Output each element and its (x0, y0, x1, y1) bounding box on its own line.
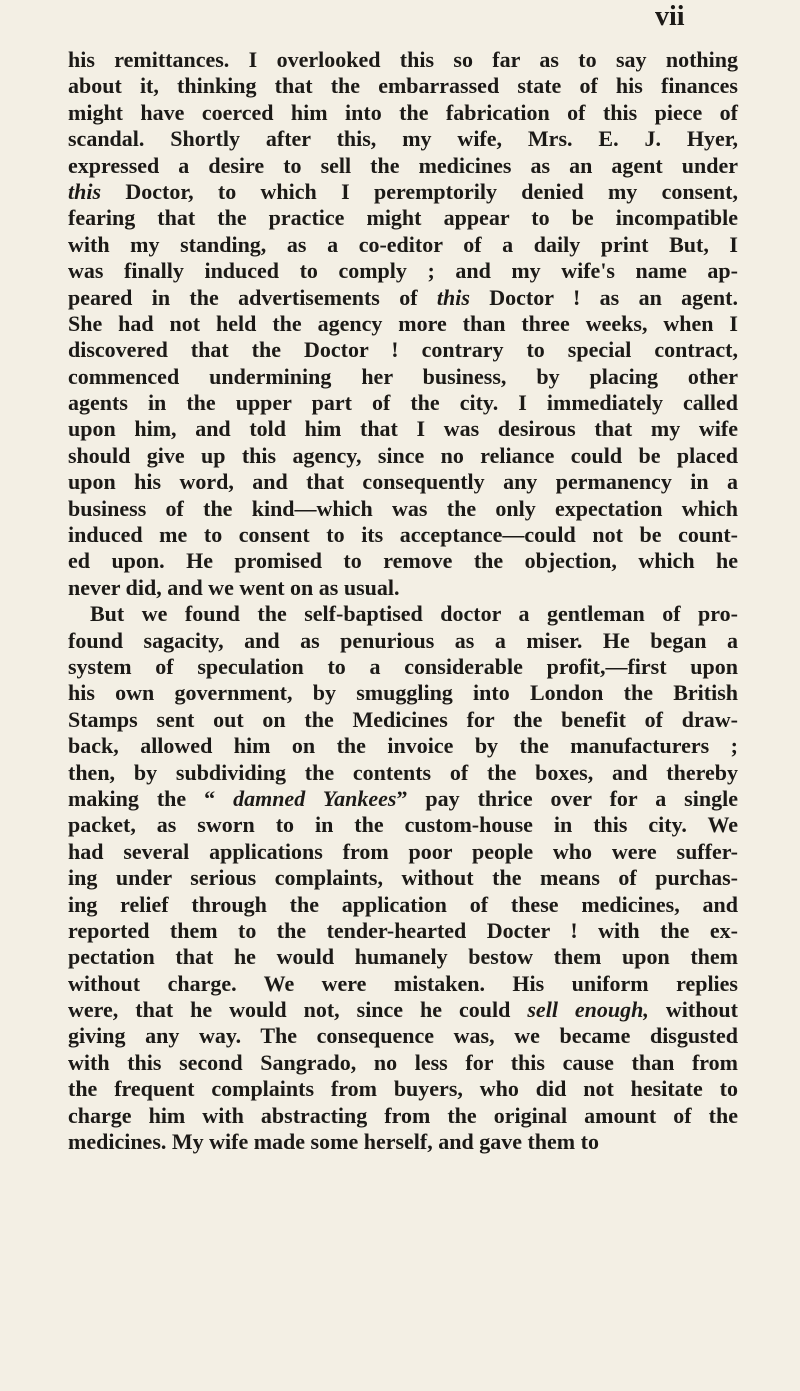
text-line (68, 364, 738, 390)
body-text (68, 47, 738, 1155)
text-line (68, 760, 738, 786)
text-run: ed upon. He promised to remove the objection, which he (68, 548, 738, 574)
text-run: back, allowed him on the invoice by the manufacturers ; (68, 733, 738, 759)
text-line (68, 548, 738, 574)
text-run: Doctor ! as an agent. (469, 284, 738, 310)
text-line (68, 232, 738, 258)
text-line (68, 443, 738, 469)
text-run: giving any way. The consequence was, we became disgusted (68, 1023, 738, 1049)
text-run: pectation that he would humanely bestow them upon them (68, 944, 738, 970)
page-number: vii (655, 1, 685, 32)
text-run: with this second Sangrado, no less for this cause than from (68, 1049, 738, 1075)
text-line (68, 601, 738, 627)
text-run: discovered that the Doctor ! contrary to special contract, (68, 337, 738, 363)
text-run: should give up this agency, since no reliance could be placed (68, 442, 738, 468)
text-run: system of speculation to a considerable profit,—first upon (68, 653, 738, 679)
text-line (68, 258, 738, 284)
text-run: packet, as sworn to in the custom-house in this city. We (68, 812, 738, 838)
text-run: had several applications from poor people who were suffer- (68, 838, 738, 864)
text-run: Doctor, to which I peremptorily denied my consent, (101, 178, 738, 204)
text-line (68, 865, 738, 891)
text-run: were, that he would not, since he could (68, 997, 528, 1023)
text-line (68, 786, 738, 812)
text-run: expressed a desire to sell the medicines as an agent under (68, 152, 738, 178)
text-run: making the “ (68, 785, 234, 811)
text-line (68, 680, 738, 706)
text-run: without (648, 997, 738, 1023)
text-run: never did, and we went on as usual. (68, 574, 400, 600)
text-run: peared in the advertisements of (68, 284, 437, 310)
text-line (68, 839, 738, 865)
text-run: was finally induced to comply ; and my wife's name ap- (68, 258, 738, 284)
text-run: his own government, by smuggling into London the British (68, 680, 738, 706)
text-line (68, 337, 738, 363)
text-run: reported them to the tender-hearted Docter ! with the ex- (68, 917, 738, 943)
text-run: upon him, and told him that I was desirous that my wife (68, 416, 738, 442)
italic-text: this (68, 178, 102, 204)
text-line (68, 100, 738, 126)
text-line (68, 496, 738, 522)
text-run: She had not held the agency more than three weeks, when I (68, 310, 738, 336)
text-run: ing under serious complaints, without the means of purchas- (68, 865, 738, 891)
text-line (68, 285, 738, 311)
text-line (68, 812, 738, 838)
text-line (68, 47, 738, 73)
text-run: But we found the self-baptised doctor a gentleman of pro- (90, 601, 738, 627)
text-line (68, 205, 738, 231)
italic-text: this (436, 284, 470, 310)
text-line (68, 469, 738, 495)
italic-text: damned Yankees (233, 785, 397, 811)
text-line (68, 1103, 738, 1129)
text-line (68, 1076, 738, 1102)
text-line (68, 1023, 738, 1049)
text-line (68, 522, 738, 548)
text-line (68, 918, 738, 944)
text-run: upon his word, and that consequently any permanency in a (68, 469, 738, 495)
text-run: agents in the upper part of the city. I immediately called (68, 390, 738, 416)
text-line (68, 1129, 738, 1155)
text-run: his remittances. I overlooked this so far as to say nothing (68, 47, 738, 72)
text-line (68, 997, 738, 1023)
text-run: the frequent complaints from buyers, who did not hesitate to (68, 1076, 738, 1102)
text-line (68, 1050, 738, 1076)
text-run: scandal. Shortly after this, my wife, Mrs. E. J. Hyer, (68, 126, 738, 152)
text-run: found sagacity, and as penurious as a miser. He began a (68, 627, 738, 653)
text-run: then, by subdividing the contents of the boxes, and thereby (68, 759, 738, 785)
text-line (68, 179, 738, 205)
text-run: business of the kind—which was the only expectation which (68, 495, 738, 521)
text-run: without charge. We were mistaken. His uniform replies (68, 970, 738, 996)
text-line (68, 944, 738, 970)
text-line (68, 971, 738, 997)
text-line (68, 575, 738, 601)
text-line (68, 126, 738, 152)
text-run: might have coerced him into the fabrication of this piece of (68, 99, 738, 125)
italic-text: sell enough, (527, 997, 649, 1023)
text-run: ing relief through the application of these medicines, and (68, 891, 738, 917)
text-line (68, 311, 738, 337)
text-run: ” pay thrice over for a single (396, 785, 738, 811)
text-line (68, 390, 738, 416)
text-line (68, 73, 738, 99)
text-run: fearing that the practice might appear to be incompatible (68, 205, 738, 231)
text-run: medicines. My wife made some herself, and gave them to (68, 1129, 599, 1155)
text-line (68, 628, 738, 654)
text-line (68, 416, 738, 442)
text-run: commenced undermining her business, by placing other (68, 363, 738, 389)
text-line (68, 892, 738, 918)
text-run: with my standing, as a co-editor of a daily print But, I (68, 231, 738, 257)
text-run: about it, thinking that the embarrassed state of his finances (68, 73, 738, 99)
text-run: induced me to consent to its acceptance—could not be count- (68, 522, 738, 548)
text-line (68, 153, 738, 179)
text-line (68, 707, 738, 733)
text-run: charge him with abstracting from the original amount of the (68, 1102, 738, 1128)
text-line (68, 733, 738, 759)
text-line (68, 654, 738, 680)
text-run: Stamps sent out on the Medicines for the benefit of draw- (68, 706, 738, 732)
